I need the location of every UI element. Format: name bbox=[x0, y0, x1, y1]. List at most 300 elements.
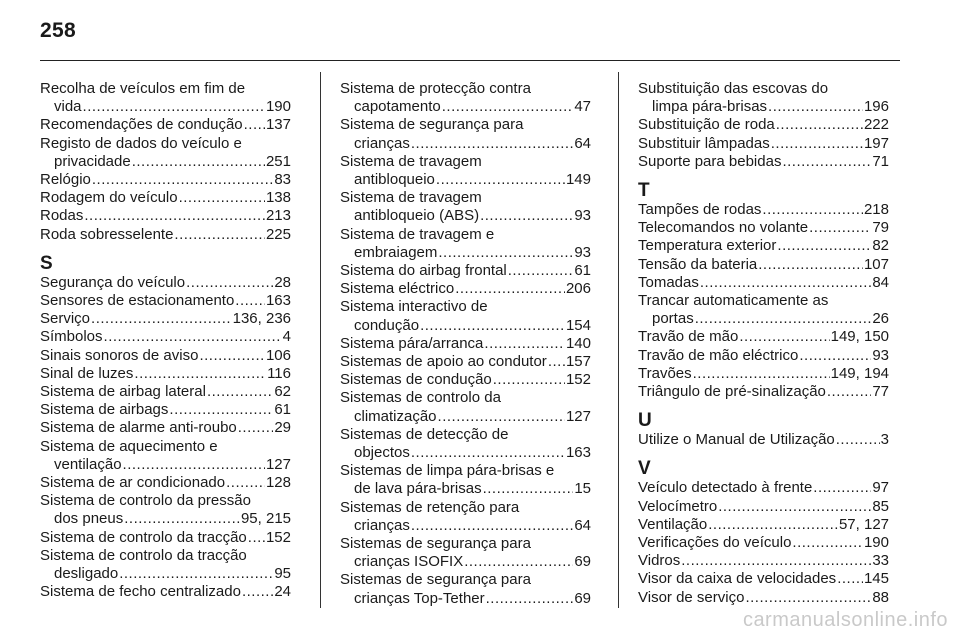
index-entry-term: Roda sobresselente bbox=[40, 225, 174, 243]
dot-leader bbox=[837, 570, 863, 588]
index-letter-heading: U bbox=[638, 410, 652, 432]
dot-leader bbox=[174, 226, 265, 244]
index-entry-line bbox=[638, 589, 889, 607]
index-entry-page: 106 bbox=[265, 346, 291, 364]
index-entry-line bbox=[340, 171, 591, 189]
index-entry-line bbox=[340, 335, 591, 353]
index-entry-page: 218 bbox=[863, 201, 889, 219]
index-entry-line bbox=[638, 383, 889, 401]
index-entry-page: 15 bbox=[574, 480, 591, 498]
index-entry-line bbox=[638, 80, 889, 98]
index-entry-term: Símbolos bbox=[40, 328, 103, 346]
dot-leader bbox=[123, 456, 265, 474]
index-entry-page: 88 bbox=[872, 588, 889, 606]
index-entry bbox=[40, 226, 291, 244]
dot-leader bbox=[799, 347, 871, 365]
index-entry-line bbox=[40, 207, 291, 225]
index-entry-line bbox=[638, 552, 889, 570]
index-entry-line bbox=[340, 353, 591, 371]
index-entry-page: 62 bbox=[274, 383, 291, 401]
index-entry bbox=[40, 419, 291, 437]
index-entry-line bbox=[340, 244, 591, 262]
index-entry-line bbox=[340, 480, 591, 498]
index-entry-line bbox=[340, 298, 591, 316]
index-entry-term: Sistemas de limpa pára-brisas e bbox=[340, 462, 555, 480]
index-entry-term: Travões bbox=[638, 364, 692, 382]
index-entry-line bbox=[340, 426, 591, 444]
index-entry-line bbox=[40, 171, 291, 189]
index-entry-line bbox=[40, 365, 291, 383]
index-entry bbox=[40, 583, 291, 601]
index-entry-page: 149 bbox=[565, 171, 591, 189]
dot-leader bbox=[132, 153, 265, 171]
index-entry-line bbox=[638, 347, 889, 365]
dot-leader bbox=[104, 328, 282, 346]
index-entry bbox=[340, 189, 591, 225]
dot-leader bbox=[226, 474, 265, 492]
index-entry-page: 225 bbox=[265, 225, 291, 243]
dot-leader bbox=[700, 274, 871, 292]
index-entry-line bbox=[638, 274, 889, 292]
index-entry-line bbox=[40, 510, 291, 528]
index-entry-term: Sistemas de apoio ao condutor bbox=[340, 353, 547, 371]
dot-leader bbox=[248, 529, 265, 547]
index-entry-term: Veículo detectado à frente bbox=[638, 479, 813, 497]
index-entry-term: Sistema de ar condicionado bbox=[40, 474, 226, 492]
index-entry-page: 47 bbox=[574, 98, 591, 116]
index-entry bbox=[638, 292, 889, 328]
index-entry-term: antibloqueio bbox=[354, 171, 435, 189]
page-number: 258 bbox=[40, 19, 76, 42]
index-entry-term: Segurança do veículo bbox=[40, 273, 186, 291]
dot-leader bbox=[486, 590, 574, 608]
index-entry-term: Ventilação bbox=[638, 515, 708, 533]
index-entry-term: Verificações do veículo bbox=[638, 534, 792, 552]
index-entry-line bbox=[340, 371, 591, 389]
dot-leader bbox=[827, 383, 871, 401]
index-entry-line bbox=[40, 274, 291, 292]
index-entry-page: 149, 150 bbox=[830, 328, 889, 346]
index-entry bbox=[638, 570, 889, 588]
index-entry-page: 138 bbox=[265, 189, 291, 207]
index-entry-term: limpa pára-brisas bbox=[652, 98, 768, 116]
index-entry-line bbox=[40, 583, 291, 601]
index-entry-term: condução bbox=[354, 316, 420, 334]
index-entry-line bbox=[638, 328, 889, 346]
index-entry-term: Sistema de airbags bbox=[40, 401, 169, 419]
index-entry-line bbox=[40, 438, 291, 456]
dot-leader bbox=[238, 419, 274, 437]
index-entry-term: Sistema pára/arranca bbox=[340, 334, 484, 352]
index-entry bbox=[638, 589, 889, 607]
index-entry bbox=[638, 498, 889, 516]
index-entry-line bbox=[40, 529, 291, 547]
index-entry-term: objectos bbox=[354, 444, 410, 462]
index-column-2 bbox=[340, 80, 591, 608]
index-entry-term: Trancar automaticamente as bbox=[638, 292, 829, 310]
index-entry-line bbox=[40, 419, 291, 437]
index-entry-line bbox=[340, 116, 591, 134]
index-entry bbox=[638, 153, 889, 171]
index-entry-term: Sistema de travagem e bbox=[340, 225, 495, 243]
index-entry-line bbox=[638, 534, 889, 552]
index-entry-page: 127 bbox=[265, 455, 291, 473]
dot-leader bbox=[199, 347, 265, 365]
index-entry-line bbox=[40, 153, 291, 171]
dot-leader bbox=[484, 335, 565, 353]
index-entry-page: 61 bbox=[274, 401, 291, 419]
index-entry bbox=[340, 389, 591, 425]
index-entry-line bbox=[638, 431, 889, 449]
index-entry-line bbox=[340, 571, 591, 589]
index-entry-page: 84 bbox=[872, 273, 889, 291]
index-entry-page: 206 bbox=[565, 280, 591, 298]
index-entry-line bbox=[340, 444, 591, 462]
index-entry-term: Tampões de rodas bbox=[638, 201, 762, 219]
index-entry-page: 64 bbox=[574, 516, 591, 534]
index-entry-page: 213 bbox=[265, 207, 291, 225]
index-entry bbox=[340, 226, 591, 262]
index-entry-term: ventilação bbox=[54, 455, 122, 473]
index-entry-line bbox=[638, 98, 889, 116]
dot-leader bbox=[442, 98, 574, 116]
index-entry-term: de lava pára-brisas bbox=[354, 480, 482, 498]
dot-leader bbox=[681, 552, 871, 570]
index-entry-page: 107 bbox=[863, 255, 889, 273]
index-entry bbox=[638, 256, 889, 274]
index-entry-page: 77 bbox=[872, 383, 889, 401]
index-column-3 bbox=[638, 80, 889, 607]
index-entry-page: 190 bbox=[265, 98, 291, 116]
index-entry bbox=[638, 328, 889, 346]
dot-leader bbox=[762, 201, 863, 219]
index-entry-line bbox=[638, 135, 889, 153]
index-entry-line bbox=[340, 317, 591, 335]
index-entry bbox=[40, 401, 291, 419]
index-entry-term: Substituição de roda bbox=[638, 116, 775, 134]
index-entry-page: 28 bbox=[274, 273, 291, 291]
index-entry-line bbox=[638, 516, 889, 534]
index-entry-line bbox=[340, 98, 591, 116]
dot-leader bbox=[464, 553, 573, 571]
dot-leader bbox=[179, 189, 265, 207]
index-entry-page: 61 bbox=[574, 262, 591, 280]
index-entry-line bbox=[40, 547, 291, 565]
index-entry-line bbox=[40, 474, 291, 492]
index-entry bbox=[40, 438, 291, 474]
index-entry-line bbox=[340, 590, 591, 608]
dot-leader bbox=[436, 171, 565, 189]
index-entry-page: 127 bbox=[565, 407, 591, 425]
index-entry-page: 97 bbox=[872, 479, 889, 497]
index-entry bbox=[638, 201, 889, 219]
index-entry-page: 152 bbox=[265, 528, 291, 546]
index-entry bbox=[40, 207, 291, 225]
dot-leader bbox=[119, 565, 273, 583]
dot-leader bbox=[438, 408, 565, 426]
index-entry-term: desligado bbox=[54, 565, 119, 583]
index-entry-page: 93 bbox=[574, 243, 591, 261]
index-entry-line bbox=[40, 135, 291, 153]
index-entry-page: 128 bbox=[265, 474, 291, 492]
index-entry-term: Registo de dados do veículo e bbox=[40, 134, 242, 152]
index-entry-page: 64 bbox=[574, 134, 591, 152]
dot-leader bbox=[438, 244, 573, 262]
index-entry-term: Sistemas de retenção para bbox=[340, 498, 520, 516]
index-entry-line bbox=[340, 408, 591, 426]
dot-leader bbox=[83, 98, 265, 116]
dot-leader bbox=[411, 517, 573, 535]
index-entry-term: Visor da caixa de velocidades bbox=[638, 570, 837, 588]
index-entry-page: 157 bbox=[565, 353, 591, 371]
index-entry-term: Sistema de travagem bbox=[340, 152, 482, 170]
index-entry-term: Sistemas de segurança para bbox=[340, 571, 531, 589]
dot-leader bbox=[548, 353, 565, 371]
index-entry-line bbox=[40, 456, 291, 474]
dot-leader bbox=[483, 480, 574, 498]
index-entry-term: Travão de mão eléctrico bbox=[638, 346, 799, 364]
index-entry-term: vida bbox=[54, 98, 82, 116]
dot-leader bbox=[777, 237, 871, 255]
index-entry-page: 154 bbox=[565, 316, 591, 334]
column-divider bbox=[618, 72, 619, 608]
index-entry-line bbox=[638, 310, 889, 328]
dot-leader bbox=[92, 171, 273, 189]
index-entry-term: Sistemas de controlo da bbox=[340, 389, 501, 407]
dot-leader bbox=[836, 431, 880, 449]
index-entry-page: 152 bbox=[565, 371, 591, 389]
index-entry-page: 163 bbox=[265, 292, 291, 310]
dot-leader bbox=[813, 479, 871, 497]
dot-leader bbox=[84, 207, 265, 225]
dot-leader bbox=[695, 310, 872, 328]
index-entry bbox=[340, 462, 591, 498]
index-entry-term: embraiagem bbox=[354, 243, 438, 261]
index-entry-term: Utilize o Manual de Utilização bbox=[638, 431, 835, 449]
index-entry-page: 137 bbox=[265, 116, 291, 134]
index-entry-line bbox=[340, 462, 591, 480]
index-entry bbox=[638, 237, 889, 255]
index-letter-heading: T bbox=[638, 180, 650, 202]
index-entry-page: 116 bbox=[267, 364, 291, 382]
index-entry bbox=[40, 189, 291, 207]
index-entry-line bbox=[638, 498, 889, 516]
dot-leader bbox=[771, 135, 863, 153]
dot-leader bbox=[718, 498, 871, 516]
index-entry-term: Travão de mão bbox=[638, 328, 739, 346]
index-entry-term: Sistema de controlo da pressão bbox=[40, 492, 251, 510]
index-entry-term: Sistema de controlo da tracção bbox=[40, 528, 247, 546]
index-entry-line bbox=[638, 570, 889, 588]
index-entry bbox=[638, 552, 889, 570]
index-entry-term: Sinais sonoros de aviso bbox=[40, 346, 199, 364]
index-entry-term: crianças bbox=[354, 516, 410, 534]
index-entry-term: Vidros bbox=[638, 552, 681, 570]
dot-leader bbox=[739, 328, 829, 346]
index-entry bbox=[40, 474, 291, 492]
index-entry-term: Serviço bbox=[40, 310, 91, 328]
index-entry-term: Substituir lâmpadas bbox=[638, 134, 770, 152]
index-entry-line bbox=[638, 219, 889, 237]
index-entry-line bbox=[638, 292, 889, 310]
index-entry-term: Sistema de segurança para bbox=[340, 116, 524, 134]
index-entry-line bbox=[340, 80, 591, 98]
index-entry-term: Sistema de alarme anti-roubo bbox=[40, 419, 237, 437]
dot-leader bbox=[792, 534, 863, 552]
index-entry bbox=[40, 135, 291, 171]
index-entry-line bbox=[40, 347, 291, 365]
index-entry-line bbox=[638, 365, 889, 383]
index-entry-term: Sistema de fecho centralizado bbox=[40, 583, 241, 601]
index-entry-line bbox=[638, 201, 889, 219]
index-entry bbox=[638, 116, 889, 134]
index-entry-page: 95 bbox=[274, 565, 291, 583]
dot-leader bbox=[169, 401, 273, 419]
index-entry-line bbox=[340, 517, 591, 535]
index-entry-page: 26 bbox=[872, 310, 889, 328]
index-entry-line bbox=[638, 116, 889, 134]
index-entry-line bbox=[340, 280, 591, 298]
index-entry bbox=[638, 479, 889, 497]
index-entry-line bbox=[638, 479, 889, 497]
index-entry-page: 196 bbox=[863, 98, 889, 116]
index-entry bbox=[40, 492, 291, 528]
header-rule bbox=[40, 60, 900, 61]
index-entry bbox=[40, 292, 291, 310]
index-entry-term: crianças ISOFIX bbox=[354, 553, 464, 571]
index-entry-page: 149, 194 bbox=[830, 364, 889, 382]
index-entry-line bbox=[340, 135, 591, 153]
index-entry-term: Sistemas de detecção de bbox=[340, 425, 509, 443]
index-entry bbox=[40, 274, 291, 292]
dot-leader bbox=[411, 444, 565, 462]
index-entry bbox=[40, 116, 291, 134]
index-entry-term: dos pneus bbox=[54, 510, 124, 528]
index-entry-line bbox=[40, 98, 291, 116]
index-entry-page: 222 bbox=[863, 116, 889, 134]
index-entry bbox=[638, 431, 889, 449]
dot-leader bbox=[745, 589, 871, 607]
index-entry-term: Recomendações de condução bbox=[40, 116, 243, 134]
index-entry-page: 71 bbox=[872, 152, 889, 170]
index-entry-term: Rodas bbox=[40, 207, 84, 225]
index-entry-line bbox=[40, 565, 291, 583]
index-entry-term: Sistema interactivo de bbox=[340, 298, 488, 316]
index-entry bbox=[40, 365, 291, 383]
index-entry-line bbox=[638, 153, 889, 171]
column-divider bbox=[320, 72, 321, 608]
index-entry-line bbox=[40, 226, 291, 244]
index-entry bbox=[340, 280, 591, 298]
dot-leader bbox=[207, 383, 273, 401]
index-entry-line bbox=[340, 499, 591, 517]
index-entry-term: crianças bbox=[354, 134, 410, 152]
index-entry-page: 163 bbox=[565, 444, 591, 462]
dot-leader bbox=[411, 135, 573, 153]
index-entry bbox=[340, 116, 591, 152]
index-entry bbox=[638, 80, 889, 116]
dot-leader bbox=[508, 262, 574, 280]
dot-leader bbox=[455, 280, 565, 298]
index-entry-page: 95, 215 bbox=[240, 510, 291, 528]
index-entry-term: privacidade bbox=[54, 152, 131, 170]
index-entry-page: 29 bbox=[274, 419, 291, 437]
index-entry bbox=[638, 383, 889, 401]
dot-leader bbox=[758, 256, 863, 274]
index-entry-line bbox=[40, 80, 291, 98]
index-entry-line bbox=[340, 189, 591, 207]
dot-leader bbox=[776, 116, 863, 134]
index-entry-term: Tensão da bateria bbox=[638, 255, 758, 273]
index-entry bbox=[40, 80, 291, 116]
index-entry bbox=[638, 516, 889, 534]
index-letter-heading: S bbox=[40, 252, 53, 274]
index-entry-page: 4 bbox=[282, 328, 291, 346]
index-entry-term: Telecomandos no volante bbox=[638, 219, 809, 237]
dot-leader bbox=[493, 371, 565, 389]
index-column-1 bbox=[40, 80, 291, 601]
index-entry bbox=[40, 529, 291, 547]
index-entry-term: Recolha de veículos em fim de bbox=[40, 80, 246, 97]
index-entry-line bbox=[340, 226, 591, 244]
index-entry-term: Sistema do airbag frontal bbox=[340, 262, 507, 280]
index-entry bbox=[40, 347, 291, 365]
index-entry-term: Triângulo de pré-sinalização bbox=[638, 383, 826, 401]
index-entry-term: portas bbox=[652, 310, 694, 328]
index-entry-term: Rodagem do veículo bbox=[40, 189, 178, 207]
index-entry-term: climatização bbox=[354, 407, 437, 425]
index-entry-line bbox=[40, 310, 291, 328]
index-entry-page: 79 bbox=[872, 219, 889, 237]
index-entry-term: Tomadas bbox=[638, 273, 699, 291]
index-entry-term: Sistemas de condução bbox=[340, 371, 492, 389]
index-entry bbox=[40, 328, 291, 346]
index-entry-term: Sistemas de segurança para bbox=[340, 535, 531, 553]
dot-leader bbox=[768, 98, 863, 116]
index-entry-term: capotamento bbox=[354, 98, 441, 116]
dot-leader bbox=[235, 292, 265, 310]
index-entry bbox=[340, 353, 591, 371]
index-entry bbox=[340, 426, 591, 462]
index-entry bbox=[638, 274, 889, 292]
index-entry-line bbox=[340, 389, 591, 407]
index-entry bbox=[638, 219, 889, 237]
dot-leader bbox=[782, 153, 871, 171]
index-entry-term: Temperatura exterior bbox=[638, 237, 777, 255]
index-entry-line bbox=[40, 383, 291, 401]
index-entry-page: 82 bbox=[872, 237, 889, 255]
index-entry-line bbox=[340, 535, 591, 553]
index-entry-page: 3 bbox=[880, 431, 889, 449]
index-entry bbox=[638, 365, 889, 383]
index-entry-line bbox=[40, 328, 291, 346]
index-entry-page: 69 bbox=[574, 589, 591, 607]
index-entry bbox=[340, 371, 591, 389]
index-entry bbox=[340, 335, 591, 353]
dot-leader bbox=[134, 365, 266, 383]
index-entry bbox=[340, 571, 591, 607]
watermark: carmanualsonline.info bbox=[742, 609, 948, 631]
index-entry bbox=[638, 135, 889, 153]
dot-leader bbox=[244, 116, 265, 134]
index-entry-line bbox=[340, 553, 591, 571]
index-entry-page: 197 bbox=[863, 134, 889, 152]
index-entry bbox=[40, 547, 291, 583]
index-entry bbox=[638, 534, 889, 552]
index-entry bbox=[340, 153, 591, 189]
index-entry-term: Sistema de travagem bbox=[340, 189, 482, 207]
dot-leader bbox=[124, 510, 240, 528]
